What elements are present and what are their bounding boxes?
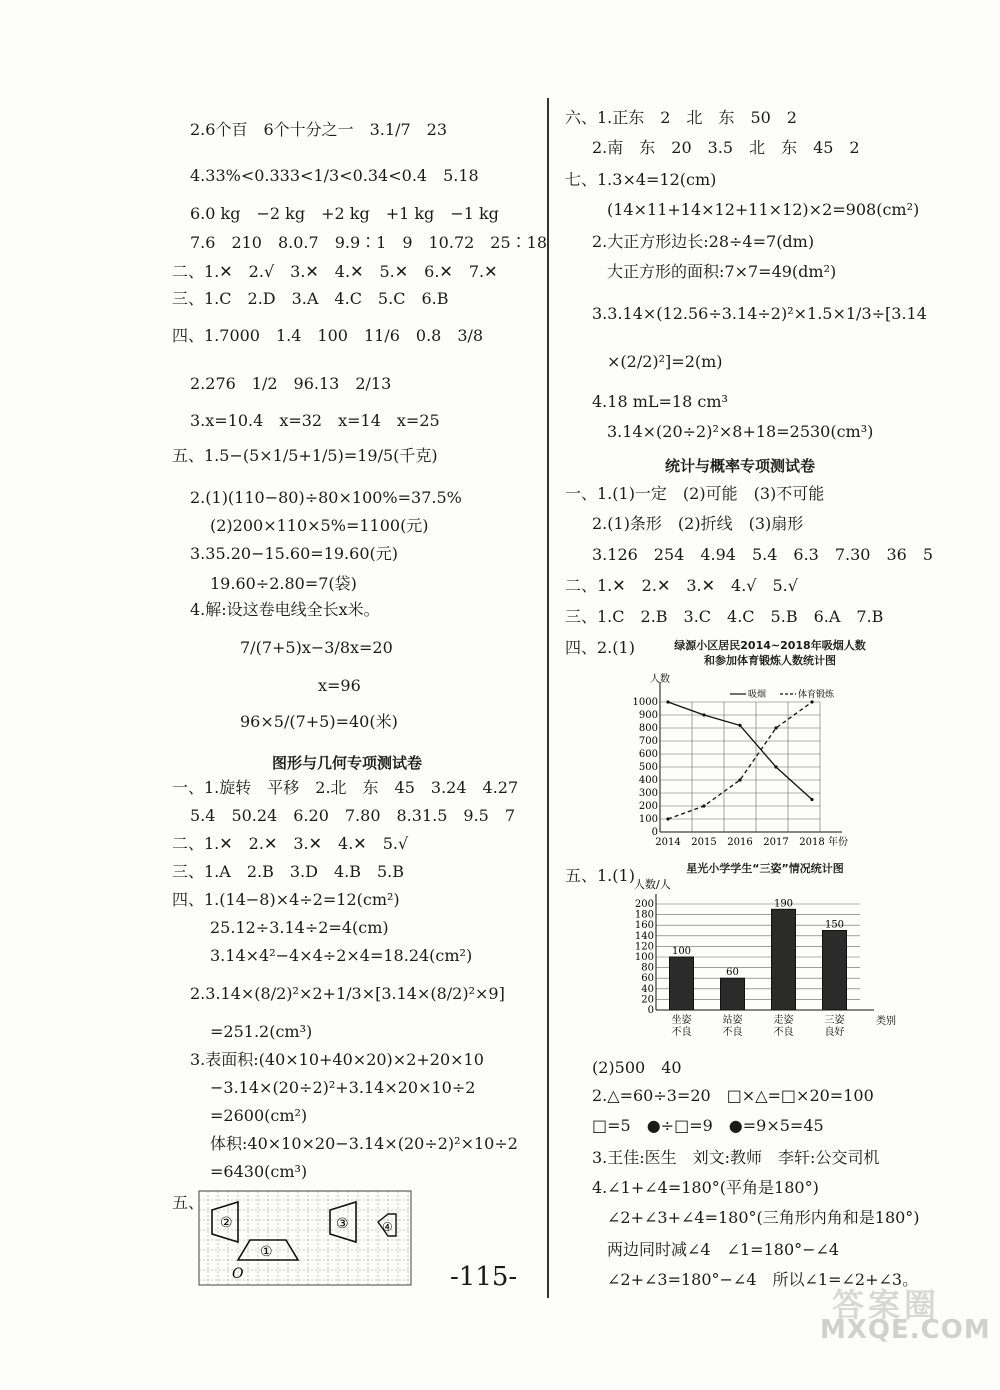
answer-line: 一、1.旋转 平移 2.北 东 45 3.24 4.27 — [172, 778, 519, 797]
y-tick-label: 40 — [641, 983, 654, 995]
answer-line: 2.(1)条形 (2)折线 (3)扇形 — [592, 514, 804, 533]
answer-line: 7/(7+5)x−3/8x=20 — [240, 638, 393, 657]
answer-line: 五、1.5−(5×1/5+1/5)=19/5(千克) — [172, 446, 438, 465]
y-tick-label: 1000 — [632, 697, 658, 708]
x-axis-label: 类别 — [876, 1016, 896, 1027]
bar — [721, 978, 745, 1010]
y-tick-label: 0 — [651, 827, 658, 838]
data-point — [738, 778, 741, 781]
answer-line: 3.x=10.4 x=32 x=14 x=25 — [190, 411, 440, 430]
data-point — [702, 804, 705, 807]
x-tick-label: 良好 — [824, 1027, 845, 1038]
answer-line: 三、1.A 2.B 3.D 4.B 5.B — [172, 862, 404, 881]
answer-line: 6.0 kg −2 kg +2 kg +1 kg −1 kg — [190, 204, 499, 223]
answer-line: 2.南 东 20 3.5 北 东 45 2 — [592, 138, 860, 157]
answer-line: 19.60÷2.80=7(袋) — [210, 574, 357, 593]
shape-2-label: ② — [220, 1215, 233, 1231]
legend-label: 体育锻炼 — [798, 690, 835, 700]
y-tick-label: 180 — [634, 909, 654, 921]
answer-line: 六、1.正东 2 北 东 50 2 — [565, 108, 797, 127]
x-tick-label: 2016 — [727, 837, 753, 848]
answer-line: 2.6个百 6个十分之一 3.1/7 23 — [190, 120, 448, 139]
shape-3-label: ③ — [336, 1216, 349, 1232]
y-tick-label: 800 — [638, 723, 658, 734]
section-heading: 统计与概率专项测试卷 — [665, 457, 816, 475]
transformation-grid-figure — [198, 1190, 412, 1286]
answer-line: =251.2(cm³) — [210, 1022, 313, 1041]
answer-line: (14×11+14×12+11×12)×2=908(cm²) — [607, 200, 920, 219]
series-line-1 — [668, 702, 812, 800]
y-tick-label: 160 — [634, 920, 654, 932]
answer-line: (2)500 40 — [592, 1058, 682, 1077]
x-tick-label: 2018 — [799, 837, 825, 848]
x-tick-label: 三姿 — [824, 1015, 845, 1026]
x-tick-label: 走姿 — [773, 1015, 794, 1026]
line-chart — [630, 670, 860, 850]
x-tick-label: 2017 — [763, 837, 789, 848]
answer-line: 七、1.3×4=12(cm) — [565, 170, 717, 189]
y-tick-label: 900 — [638, 710, 658, 721]
data-point — [774, 726, 777, 729]
data-point — [810, 798, 813, 801]
answer-line: ∠2+∠3+∠4=180°(三角形内角和是180°) — [607, 1208, 920, 1227]
y-tick-label: 400 — [638, 775, 658, 786]
answer-line: −3.14×(20÷2)²+3.14×20×10÷2 — [210, 1078, 476, 1097]
data-point — [810, 700, 813, 703]
answer-line: 一、1.(1)一定 (2)可能 (3)不可能 — [565, 484, 825, 503]
answer-line: 2.276 1/2 96.13 2/13 — [190, 374, 392, 393]
y-axis-label: 人数 — [650, 674, 670, 685]
origin-label: O — [232, 1266, 244, 1282]
series-line-2 — [668, 702, 812, 819]
x-tick-label: 2014 — [655, 837, 681, 848]
bar-chart-title: 星光小学学生“三姿”情况统计图 — [686, 862, 844, 875]
x-axis-label: 年份 — [828, 837, 848, 848]
answer-line: 3.3.14×(12.56÷3.14÷2)²×1.5×1/3÷[3.14 — [592, 304, 927, 323]
bar — [670, 957, 694, 1010]
y-tick-label: 300 — [638, 788, 658, 799]
answer-line: 二、1.✕ 2.✕ 3.✕ 4.√ 5.√ — [565, 576, 798, 595]
shape-4-label: ④ — [382, 1220, 393, 1234]
answer-line: ×(2/2)²]=2(m) — [607, 352, 723, 371]
y-tick-label: 60 — [641, 973, 654, 985]
answer-line: 96×5/(7+5)=40(米) — [240, 712, 398, 731]
answer-line: 3.126 254 4.94 5.4 6.3 7.30 36 5 — [592, 545, 934, 564]
x-tick-label: 2015 — [691, 837, 717, 848]
bar-value-label: 100 — [671, 946, 692, 957]
bar-value-label: 190 — [773, 898, 794, 910]
answer-line: 三、1.C 2.D 3.A 4.C 5.C 6.B — [172, 289, 449, 308]
section-heading: 图形与几何专项测试卷 — [272, 754, 423, 772]
data-point — [666, 700, 669, 703]
answer-line: 5.4 50.24 6.20 7.80 8.31.5 9.5 7 — [190, 806, 516, 825]
answer-line: 四、2.(1) — [565, 638, 635, 657]
answer-line: 3.14×4²−4×4÷2×4=18.24(cm²) — [210, 946, 473, 965]
watermark-url: MXQE.COM — [820, 1315, 991, 1345]
answer-line: 4.∠1+∠4=180°(平角是180°) — [592, 1178, 819, 1197]
bar-value-label: 60 — [726, 967, 739, 979]
bar — [823, 931, 847, 1011]
y-tick-label: 200 — [638, 801, 658, 812]
data-point — [666, 817, 669, 820]
line-chart-title-1: 绿源小区居民2014~2018年吸烟人数 — [674, 639, 866, 652]
x-tick-label: 坐姿 — [671, 1015, 692, 1026]
answer-line: 4.33%<0.333<1/3<0.34<0.4 5.18 — [190, 166, 479, 185]
answer-line: 两边同时减∠4 ∠1=180°−∠4 — [607, 1240, 840, 1259]
bar — [772, 909, 796, 1010]
y-tick-label: 80 — [641, 962, 654, 974]
answer-line: 2.△=60÷3=20 □×△=□×20=100 — [592, 1086, 874, 1105]
y-tick-label: 100 — [634, 952, 654, 963]
bar-value-label: 150 — [824, 919, 845, 931]
answer-line: 3.14×(20÷2)²×8+18=2530(cm³) — [607, 422, 874, 441]
answer-line: 3.表面积:(40×10+40×20)×2+20×10 — [190, 1050, 484, 1069]
y-tick-label: 0 — [647, 1005, 654, 1016]
answer-line: =2600(cm²) — [210, 1106, 308, 1125]
answer-line: 五、 — [172, 1193, 205, 1212]
watermark-logo: 答案圈 — [832, 1286, 941, 1324]
y-tick-label: 200 — [634, 899, 654, 910]
y-axis-label: 人数/人 — [634, 878, 671, 891]
answer-line: 2.3.14×(8/2)²×2+1/3×[3.14×(8/2)²×9] — [190, 984, 505, 1003]
answer-line: x=96 — [318, 676, 361, 695]
answer-line: 四、1.7000 1.4 100 11/6 0.8 3/8 — [172, 326, 484, 345]
y-tick-label: 500 — [638, 762, 658, 773]
line-chart-title-2: 和参加体育锻炼人数统计图 — [704, 654, 836, 667]
answer-line: ∠2+∠3=180°−∠4 所以∠1=∠2+∠3。 — [607, 1270, 919, 1289]
x-tick-label: 不良 — [671, 1027, 692, 1038]
answer-line: 三、1.C 2.B 3.C 4.C 5.B 6.A 7.B — [565, 607, 884, 626]
answer-line: 二、1.✕ 2.✕ 3.✕ 4.✕ 5.√ — [172, 834, 409, 853]
legend-label: 吸烟 — [748, 690, 767, 700]
x-tick-label: 不良 — [773, 1027, 794, 1038]
answer-line: 五、1.(1) — [565, 866, 635, 885]
y-tick-label: 100 — [638, 814, 658, 825]
answer-line: 二、1.✕ 2.√ 3.✕ 4.✕ 5.✕ 6.✕ 7.✕ — [172, 262, 498, 281]
data-point — [738, 724, 741, 727]
answer-line: 4.解:设这卷电线全长x米。 — [190, 600, 380, 619]
answer-line: (2)200×110×5%=1100(元) — [210, 516, 429, 535]
y-tick-label: 600 — [638, 749, 658, 760]
answer-line: 4.18 mL=18 cm³ — [592, 392, 728, 411]
data-point — [774, 765, 777, 768]
answer-line: 体积:40×10×20−3.14×(20÷2)²×10÷2 — [210, 1134, 518, 1153]
answer-line: 2.大正方形边长:28÷4=7(dm) — [592, 232, 815, 251]
answer-line: □=5 ●÷□=9 ●=9×5=45 — [592, 1116, 824, 1135]
answer-line: 3.王佳:医生 刘文:教师 李轩:公交司机 — [592, 1148, 880, 1167]
shape-1-label: ① — [260, 1244, 273, 1260]
bar-chart — [628, 876, 898, 1050]
answer-line: 25.12÷3.14÷2=4(cm) — [210, 918, 389, 937]
answer-line: 7.6 210 8.0.7 9.9∶1 9 10.72 25∶18 — [190, 233, 548, 252]
y-tick-label: 120 — [634, 941, 654, 953]
answer-line: =6430(cm³) — [210, 1162, 308, 1181]
page-number: -115- — [450, 1262, 518, 1292]
answer-line: 四、1.(14−8)×4÷2=12(cm²) — [172, 890, 400, 909]
x-tick-label: 站姿 — [722, 1015, 743, 1026]
y-tick-label: 20 — [641, 994, 654, 1006]
answer-line: 3.35.20−15.60=19.60(元) — [190, 544, 398, 563]
answer-line: 2.(1)(110−80)÷80×100%=37.5% — [190, 488, 462, 507]
x-tick-label: 不良 — [722, 1027, 743, 1038]
y-tick-label: 700 — [638, 736, 658, 747]
y-tick-label: 140 — [634, 930, 654, 942]
data-point — [702, 713, 705, 716]
answer-line: 大正方形的面积:7×7=49(dm²) — [607, 262, 837, 281]
column-divider — [547, 98, 549, 1298]
